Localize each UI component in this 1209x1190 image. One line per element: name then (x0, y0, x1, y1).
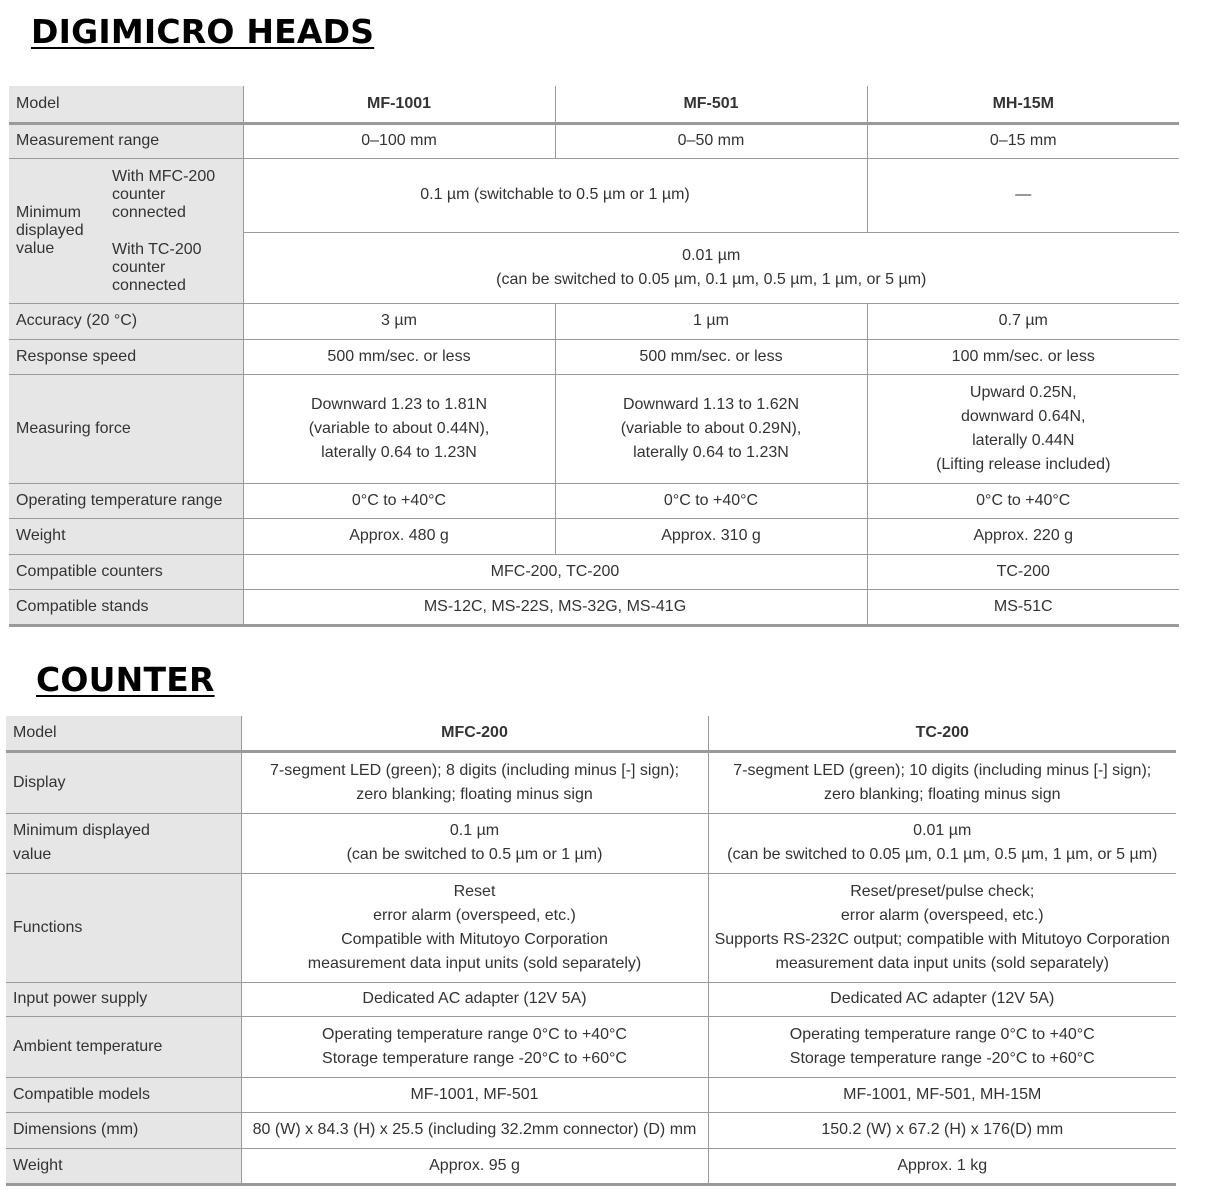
table-cell: MS-12C, MS-22S, MS-32G, MS-41G (243, 589, 867, 625)
table-cell: 500 mm/sec. or less (555, 339, 867, 374)
row-label (6, 813, 241, 873)
model-label: Model (9, 86, 243, 123)
table-row (9, 339, 1179, 374)
cell-line: (can be switched to 0.05 µm, 0.1 µm, 0.5 µm, 1 µm, or 5 µm) (727, 846, 1158, 863)
cell-line: laterally 0.44N (972, 431, 1075, 449)
table-row (6, 982, 1176, 1016)
model-header: MF-501 (555, 86, 867, 123)
table-cell: MFC-200, TC-200 (243, 554, 867, 589)
table-cell: 0°C to +40°C (243, 483, 555, 518)
cell-line: 0.1 µm (449, 822, 500, 839)
table-cell (241, 1016, 708, 1077)
table-row (9, 518, 1179, 554)
table-cell: MS-51C (867, 589, 1179, 625)
heads-section-title: DIGIMICRO HEADS (31, 12, 375, 51)
table-cell: 0–15 mm (867, 123, 1179, 158)
table-cell (241, 873, 708, 982)
table-row (9, 374, 1179, 483)
row-label: Measuring force (9, 374, 243, 483)
cell-line: Storage temperature range -20°C to +60°C (789, 1049, 1095, 1067)
counter-spec-table (6, 716, 1176, 1186)
model-header: MFC-200 (241, 716, 708, 751)
cell-line: Upward 0.25N, (969, 383, 1077, 401)
cell-line: laterally 0.64 to 1.23N (321, 443, 477, 461)
table-cell: Approx. 95 g (241, 1148, 708, 1184)
sub-label-mfc: With MFC-200 counter connected (112, 159, 243, 233)
table-cell: TC-200 (867, 554, 1179, 589)
model-label: Model (6, 716, 241, 751)
table-cell: 1 µm (555, 303, 867, 339)
cell-line: Reset (453, 882, 496, 900)
cell-line: 7-segment LED (green); 10 digits (including minus [-] sign); (733, 761, 1152, 779)
table-cell (243, 374, 555, 483)
cell-line: measurement data input units (sold separately) (307, 954, 642, 972)
cell-line: 0.01 µm (913, 822, 972, 839)
cell-line: zero blanking; floating minus sign (356, 785, 593, 803)
row-label: Display (6, 751, 241, 813)
row-label-line: Minimum displayed (13, 822, 150, 839)
table-row (6, 716, 1176, 751)
table-row (9, 123, 1179, 158)
table-row (9, 589, 1179, 625)
cell-line: laterally 0.64 to 1.23N (633, 443, 789, 461)
row-label-group (9, 158, 243, 303)
counter-section-title: COUNTER (36, 660, 215, 699)
table-cell: MF-1001, MF-501, MH-15M (708, 1077, 1176, 1112)
model-header: MH-15M (867, 86, 1179, 123)
row-label: Weight (9, 518, 243, 554)
table-cell (708, 1016, 1176, 1077)
cell-line: Downward 1.13 to 1.62N (622, 395, 800, 413)
cell-line: Operating temperature range 0°C to +40°C (322, 1025, 627, 1043)
cell-line: zero blanking; floating minus sign (823, 785, 1061, 803)
table-cell: 150.2 (W) x 67.2 (H) x 176(D) mm (708, 1112, 1176, 1148)
row-label: Compatible models (6, 1077, 241, 1112)
table-cell: Approx. 1 kg (708, 1148, 1176, 1184)
table-cell: 0°C to +40°C (867, 483, 1179, 518)
row-label: Measurement range (9, 123, 243, 158)
table-cell: MF-1001, MF-501 (241, 1077, 708, 1112)
cell-line: measurement data input units (sold separately) (775, 954, 1109, 972)
cell-line: (can be switched to 0.05 µm, 0.1 µm, 0.5 µm, 1 µm, or 5 µm) (496, 270, 927, 288)
table-cell: 0–50 mm (555, 123, 867, 158)
sub-label-tc: With TC-200 counter connected (112, 240, 202, 294)
table-row (6, 751, 1176, 813)
cell-line: (variable to about 0.29N), (620, 419, 802, 437)
table-row (9, 483, 1179, 518)
table-cell: 0.1 µm (switchable to 0.5 µm or 1 µm) (243, 158, 867, 233)
cell-line: Downward 1.23 to 1.81N (310, 395, 488, 413)
table-cell (241, 751, 708, 813)
table-row (9, 158, 1179, 233)
cell-line: 7-segment LED (green); 8 digits (including minus [-] sign); (269, 761, 680, 779)
cell-line: Operating temperature range 0°C to +40°C (789, 1025, 1095, 1043)
table-cell: Dedicated AC adapter (12V 5A) (241, 982, 708, 1016)
cell-line: Reset/preset/pulse check; (850, 882, 1035, 900)
row-label: Response speed (9, 339, 243, 374)
model-header: MF-1001 (243, 86, 555, 123)
cell-line: (can be switched to 0.5 µm or 1 µm) (346, 846, 603, 863)
table-cell (867, 374, 1179, 483)
row-label: Operating temperature range (9, 483, 243, 518)
table-row (9, 303, 1179, 339)
table-cell: 500 mm/sec. or less (243, 339, 555, 374)
table-row (6, 813, 1176, 873)
table-cell: — (867, 158, 1179, 233)
table-row (6, 1016, 1176, 1077)
cell-line: error alarm (overspeed, etc.) (840, 906, 1044, 924)
cell-line: Supports RS-232C output; compatible with Mitutoyo Corporation (714, 930, 1170, 948)
table-row (9, 86, 1179, 123)
cell-line: 0.01 µm (682, 246, 741, 264)
row-label: Compatible stands (9, 589, 243, 625)
table-cell: 3 µm (243, 303, 555, 339)
row-label: Input power supply (6, 982, 241, 1016)
row-label: Functions (6, 873, 241, 982)
table-row (9, 554, 1179, 589)
table-cell: Approx. 220 g (867, 518, 1179, 554)
table-cell (241, 813, 708, 873)
cell-line: Storage temperature range -20°C to +60°C (322, 1049, 627, 1067)
model-header: TC-200 (708, 716, 1176, 751)
table-cell: Approx. 480 g (243, 518, 555, 554)
cell-line: (variable to about 0.44N), (308, 419, 490, 437)
row-label-line: value (13, 846, 52, 863)
table-cell (708, 751, 1176, 813)
table-cell: Dedicated AC adapter (12V 5A) (708, 982, 1176, 1016)
table-row (6, 1148, 1176, 1184)
cell-line: downward 0.64N, (960, 407, 1086, 425)
row-label: Ambient temperature (6, 1016, 241, 1077)
row-label: Weight (6, 1148, 241, 1184)
table-row (6, 1077, 1176, 1112)
row-label: Accuracy (20 °C) (9, 303, 243, 339)
table-cell (708, 873, 1176, 982)
row-label: Minimum displayed value (16, 203, 84, 257)
table-cell: 0°C to +40°C (555, 483, 867, 518)
table-cell: 0–100 mm (243, 123, 555, 158)
table-cell: 0.7 µm (867, 303, 1179, 339)
table-row (6, 873, 1176, 982)
cell-line: (Lifting release included) (936, 455, 1111, 473)
table-cell: 80 (W) x 84.3 (H) x 25.5 (including 32.2mm connector) (D) mm (241, 1112, 708, 1148)
cell-line: Compatible with Mitutoyo Corporation (341, 930, 608, 948)
table-cell (555, 374, 867, 483)
row-label: Compatible counters (9, 554, 243, 589)
table-cell (243, 233, 1179, 304)
heads-spec-table (9, 86, 1179, 627)
row-label: Dimensions (mm) (6, 1112, 241, 1148)
table-cell: 100 mm/sec. or less (867, 339, 1179, 374)
table-row (6, 1112, 1176, 1148)
table-cell: Approx. 310 g (555, 518, 867, 554)
table-cell (708, 813, 1176, 873)
cell-line: error alarm (overspeed, etc.) (373, 906, 576, 924)
